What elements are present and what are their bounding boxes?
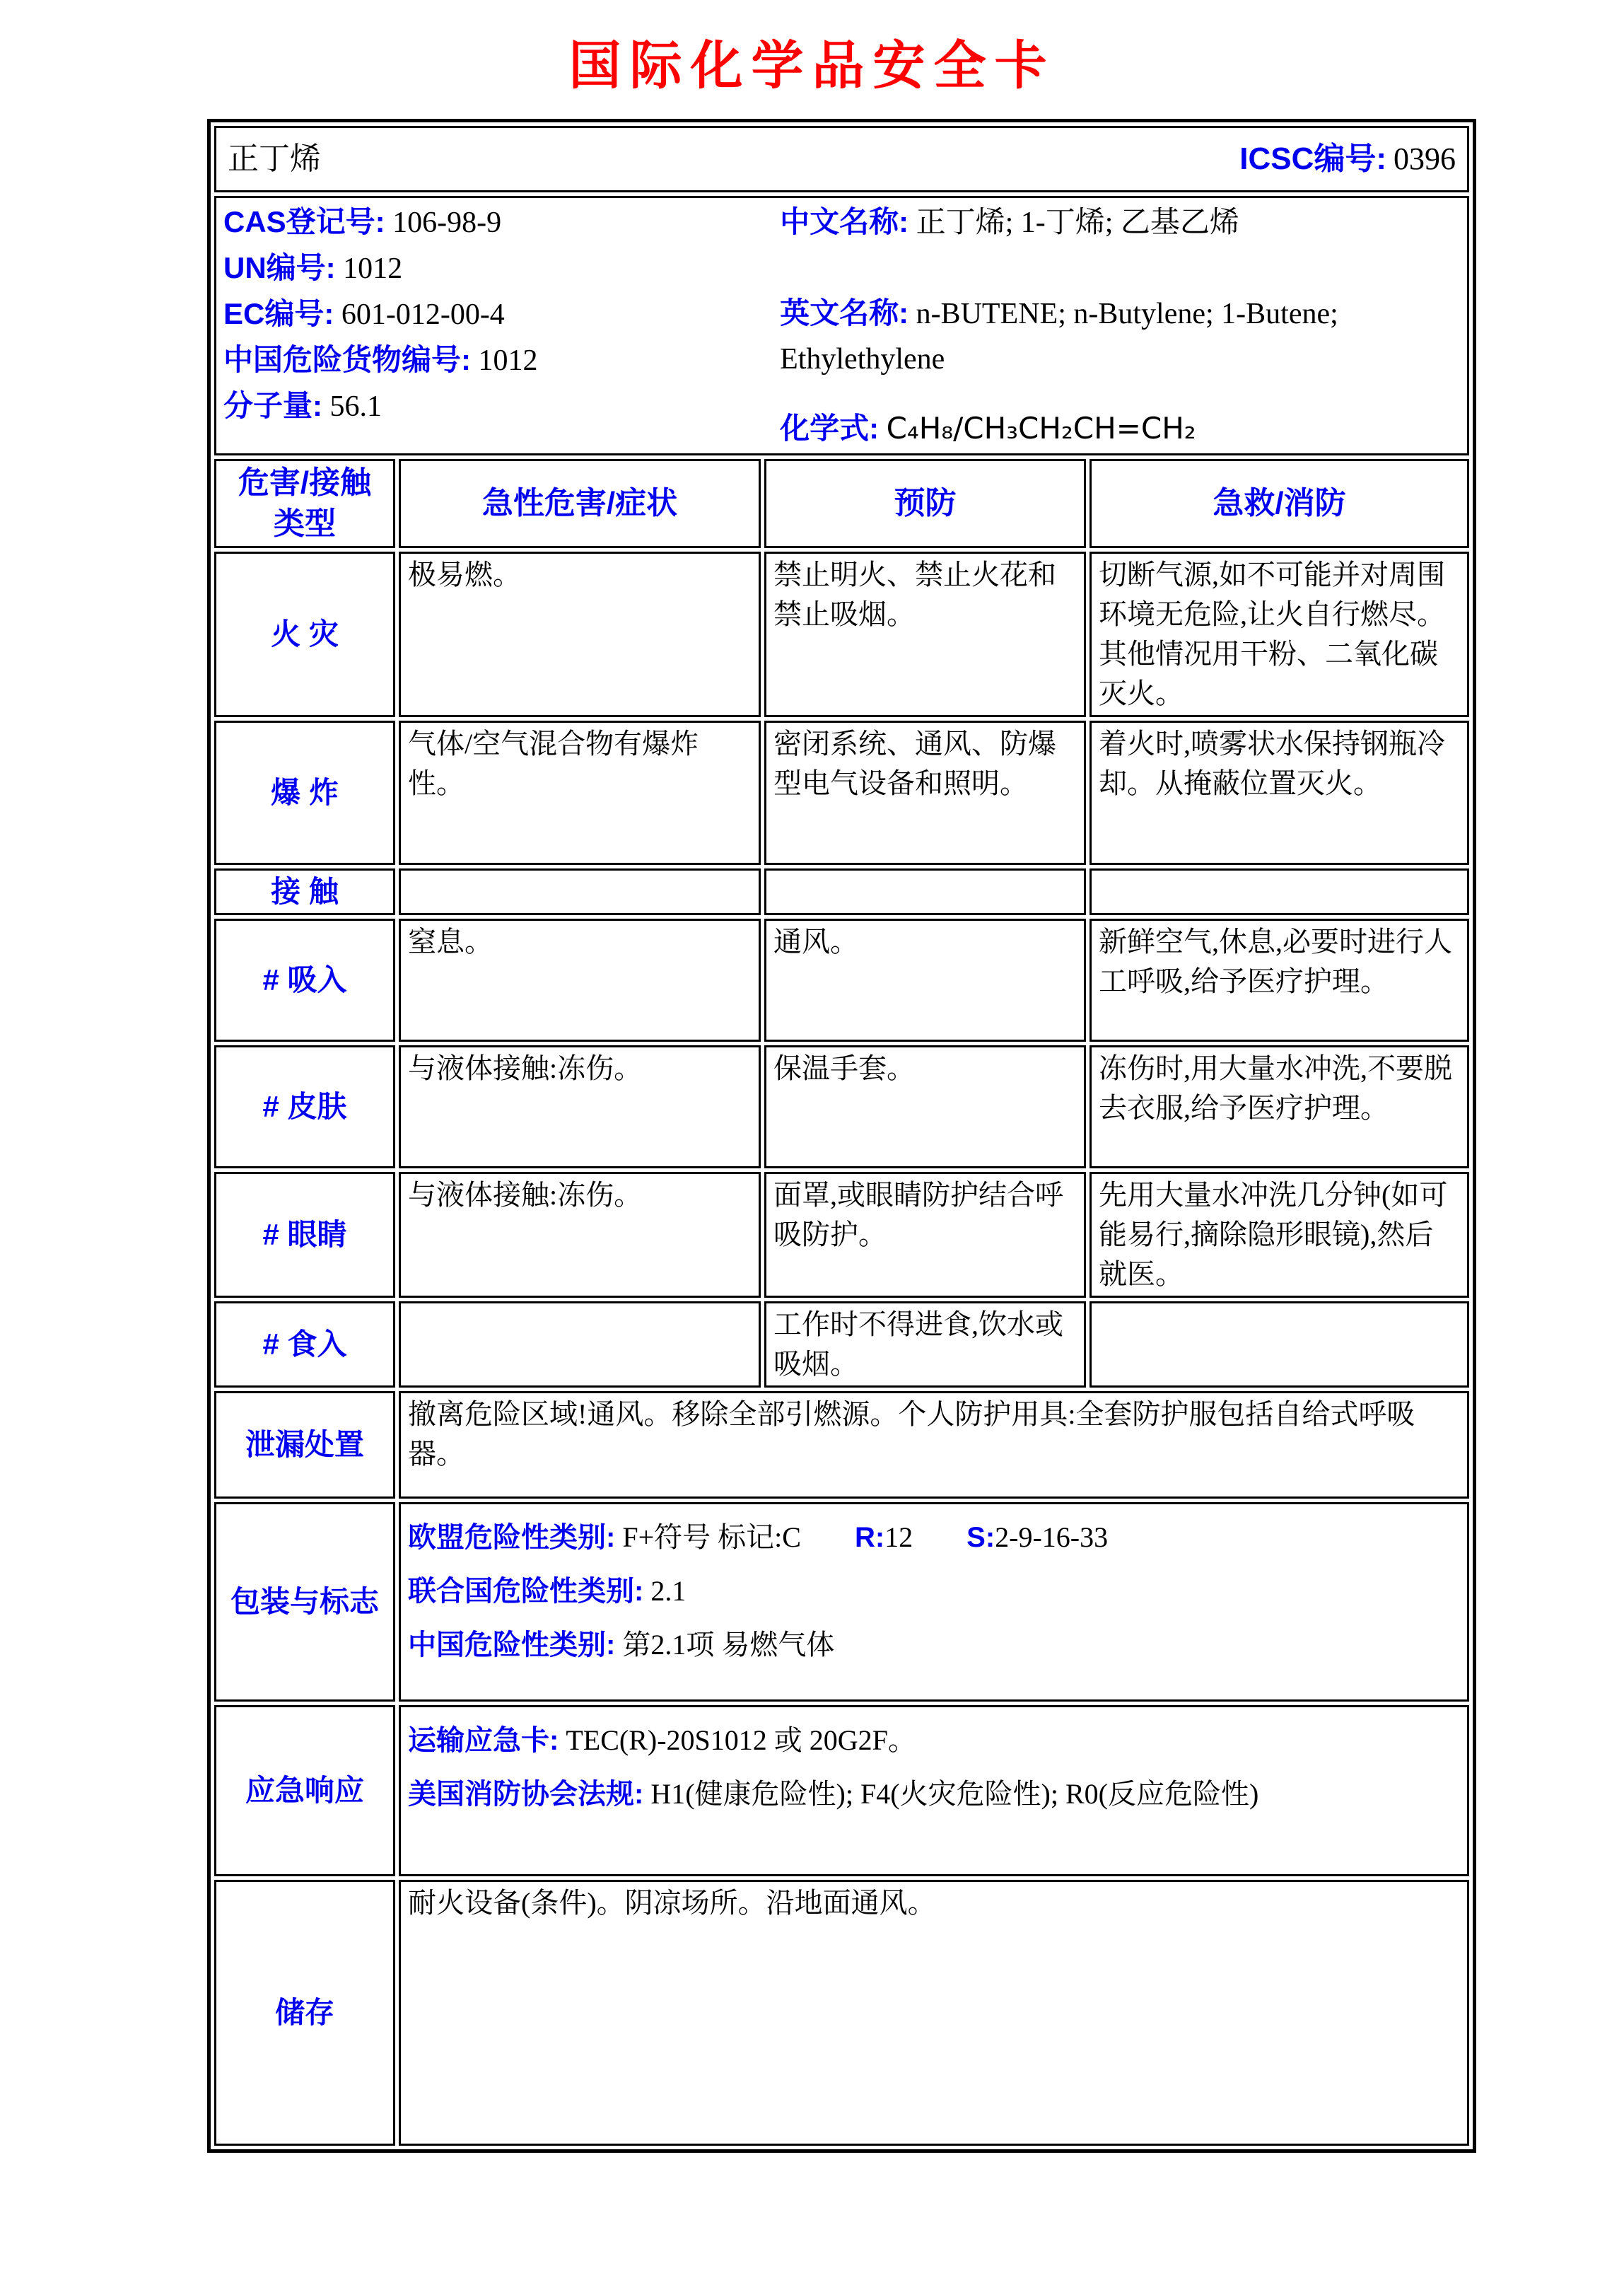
cas-number-value: 106-98-9 xyxy=(392,207,502,239)
un-hazard-class-line xyxy=(408,1569,1460,1613)
substance-name: 正丁烯 xyxy=(228,141,321,176)
table-row-fire xyxy=(214,552,1469,717)
chemical-formula-line xyxy=(780,406,1460,452)
card-header-cell xyxy=(214,126,1469,192)
skin-symptom-cell: 与液体接触:冻伤。 xyxy=(399,1045,761,1168)
eu-hazard-class-value: F+符号 标记:C xyxy=(622,1521,801,1553)
icsc-number-value: 0396 xyxy=(1394,141,1456,176)
row-label-inhalation: # 吸入 xyxy=(214,919,395,1042)
cas-number-label: CAS登记号: xyxy=(223,205,385,238)
un-hazard-class-label: 联合国危险性类别: xyxy=(408,1576,644,1607)
spill-disposal-content: 撤离危险区域!通风。移除全部引燃源。个人防护用具:全套防护服包括自给式呼吸器。 xyxy=(399,1391,1469,1499)
chinese-name-value: 正丁烯; 1-丁烯; 乙基乙烯 xyxy=(916,207,1239,239)
info-left-column xyxy=(223,199,780,452)
eu-hazard-class-line xyxy=(408,1516,1460,1559)
table-row-ingestion xyxy=(214,1301,1469,1388)
column-header-acute-symptoms: 急性危害/症状 xyxy=(399,459,761,548)
s-phrase-value: 2-9-16-33 xyxy=(995,1521,1109,1553)
table-row-packaging xyxy=(214,1502,1469,1702)
eyes-prevention-cell: 面罩,或眼睛防护结合呼吸防护。 xyxy=(764,1172,1086,1298)
explosion-aid-cell: 着火时,喷雾状水保持钢瓶冷却。从掩蔽位置灭火。 xyxy=(1090,721,1469,865)
china-dg-number-label: 中国危险货物编号: xyxy=(223,343,471,376)
contact-aid-cell xyxy=(1090,868,1469,915)
chinese-name-label: 中文名称: xyxy=(780,205,909,238)
emergency-response-content xyxy=(399,1705,1469,1876)
column-header-prevention: 预防 xyxy=(764,459,1086,548)
row-label-emergency-response: 应急响应 xyxy=(214,1705,395,1876)
info-right-column xyxy=(780,199,1460,452)
packaging-content xyxy=(399,1502,1469,1702)
molecular-weight-value: 56.1 xyxy=(329,390,382,423)
table-row-contact xyxy=(214,868,1469,915)
skin-prevention-cell: 保温手套。 xyxy=(764,1045,1086,1168)
icsc-card-table xyxy=(207,119,1476,2153)
explosion-prevention-cell: 密闭系统、通风、防爆型电气设备和照明。 xyxy=(764,721,1086,865)
china-hazard-class-value: 第2.1项 易燃气体 xyxy=(622,1629,835,1661)
transport-emergency-card-label: 运输应急卡: xyxy=(408,1725,559,1756)
row-label-contact: 接 触 xyxy=(214,868,395,915)
ingestion-prevention-cell: 工作时不得进食,饮水或吸烟。 xyxy=(764,1301,1086,1388)
table-row-eyes xyxy=(214,1172,1469,1298)
info-row xyxy=(214,196,1469,455)
ec-number-value: 601-012-00-4 xyxy=(341,298,505,331)
skin-aid-cell: 冻伤时,用大量水冲洗,不要脱去衣服,给予医疗护理。 xyxy=(1090,1045,1469,1168)
fire-prevention-cell: 禁止明火、禁止火花和禁止吸烟。 xyxy=(764,552,1086,717)
fire-symptom-cell: 极易燃。 xyxy=(399,552,761,717)
column-header-hazard-type: 危害/接触类型 xyxy=(214,459,395,548)
r-phrase-label: R: xyxy=(854,1522,885,1553)
row-label-storage: 储存 xyxy=(214,1880,395,2146)
china-hazard-class-line xyxy=(408,1623,1460,1667)
nfpa-code-label: 美国消防协会法规: xyxy=(408,1779,644,1810)
chinese-name-line xyxy=(780,199,1460,245)
english-name-line xyxy=(780,291,1460,382)
row-label-ingestion: # 食入 xyxy=(214,1301,395,1388)
table-row-storage xyxy=(214,1880,1469,2146)
contact-symptom-cell xyxy=(399,868,761,915)
nfpa-code-value: H1(健康危险性); F4(火灾危险性); R0(反应危险性) xyxy=(650,1778,1259,1810)
china-dg-number-line xyxy=(223,337,780,383)
table-row-explosion xyxy=(214,721,1469,865)
china-hazard-class-label: 中国危险性类别: xyxy=(408,1629,616,1661)
info-cell xyxy=(214,196,1469,455)
english-name-value: n-BUTENE; n-Butylene; 1-Butene; Ethylethylene xyxy=(780,298,1338,376)
table-row-skin xyxy=(214,1045,1469,1168)
card-header-row xyxy=(214,126,1469,192)
english-name-label: 英文名称: xyxy=(780,296,909,330)
r-phrase-value: 12 xyxy=(884,1521,913,1553)
inhalation-symptom-cell: 窒息。 xyxy=(399,919,761,1042)
china-dg-number-value: 1012 xyxy=(478,344,538,377)
column-header-row xyxy=(214,459,1469,548)
molecular-weight-line xyxy=(223,383,780,429)
un-number-line xyxy=(223,245,780,291)
fire-aid-cell: 切断气源,如不可能并对周围环境无危险,让火自行燃尽。其他情况用干粉、二氧化碳灭火。 xyxy=(1090,552,1469,717)
chemical-formula-value: C₄H₈/CH₃CH₂CH=CH₂ xyxy=(886,411,1196,446)
explosion-symptom-cell: 气体/空气混合物有爆炸性。 xyxy=(399,721,761,865)
storage-content: 耐火设备(条件)。阴凉场所。沿地面通风。 xyxy=(399,1880,1469,2146)
inhalation-prevention-cell: 通风。 xyxy=(764,919,1086,1042)
column-header-first-aid-fire: 急救/消防 xyxy=(1090,459,1469,548)
inhalation-aid-cell: 新鲜空气,休息,必要时进行人工呼吸,给予医疗护理。 xyxy=(1090,919,1469,1042)
transport-emergency-card-line xyxy=(408,1719,1460,1762)
un-hazard-class-value: 2.1 xyxy=(650,1575,687,1607)
row-label-fire: 火 灾 xyxy=(214,552,395,717)
icsc-number xyxy=(1239,139,1456,180)
row-label-spill-disposal: 泄漏处置 xyxy=(214,1391,395,1499)
molecular-weight-label: 分子量: xyxy=(223,389,322,422)
row-label-explosion: 爆 炸 xyxy=(214,721,395,865)
contact-prevention-cell xyxy=(764,868,1086,915)
eu-hazard-class-label: 欧盟危险性类别: xyxy=(408,1522,616,1553)
un-number-label: UN编号: xyxy=(223,251,336,284)
cas-number-line xyxy=(223,199,780,245)
icsc-number-label: ICSC编号: xyxy=(1239,141,1387,176)
s-phrase-label: S: xyxy=(966,1522,995,1553)
page-title: 国际化学品安全卡 xyxy=(568,36,1056,95)
ingestion-symptom-cell xyxy=(399,1301,761,1388)
ec-number-line xyxy=(223,291,780,337)
table-row-emergency-response xyxy=(214,1705,1469,1876)
ingestion-aid-cell xyxy=(1090,1301,1469,1388)
un-number-value: 1012 xyxy=(343,252,403,285)
chemical-formula-label: 化学式: xyxy=(780,412,880,445)
row-label-eyes: # 眼睛 xyxy=(214,1172,395,1298)
nfpa-code-line xyxy=(408,1772,1460,1816)
row-label-packaging: 包装与标志 xyxy=(214,1502,395,1702)
row-label-skin: # 皮肤 xyxy=(214,1045,395,1168)
eyes-aid-cell: 先用大量水冲洗几分钟(如可能易行,摘除隐形眼镜),然后就医。 xyxy=(1090,1172,1469,1298)
ec-number-label: EC编号: xyxy=(223,297,334,330)
table-row-spill-disposal xyxy=(214,1391,1469,1499)
table-row-inhalation xyxy=(214,919,1469,1042)
eyes-symptom-cell: 与液体接触:冻伤。 xyxy=(399,1172,761,1298)
transport-emergency-card-value: TEC(R)-20S1012 或 20G2F。 xyxy=(566,1724,916,1756)
